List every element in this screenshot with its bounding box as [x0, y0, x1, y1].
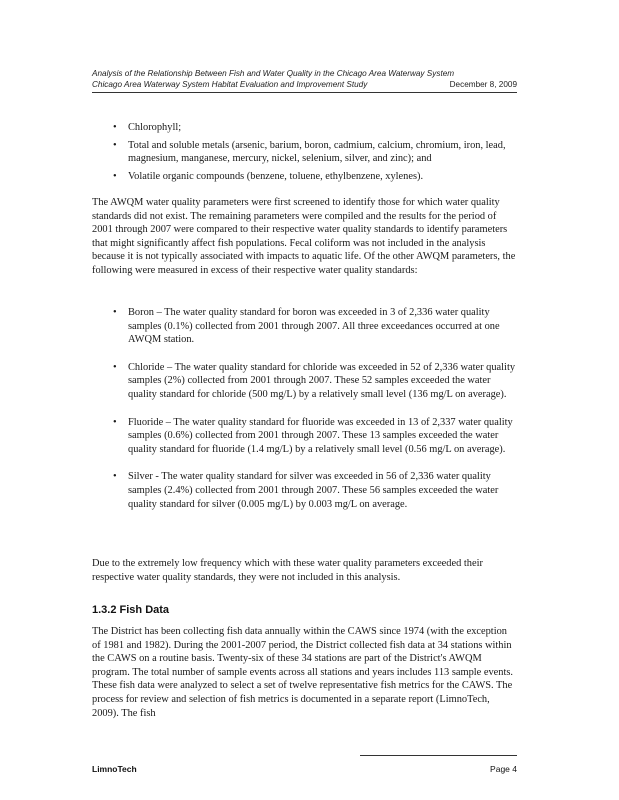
list-item	[92, 170, 517, 184]
screening-paragraph: The AWQM water quality parameters were first screened to identify those for which water quality standards did not exist. The remaining parameters were compiled and the results for the period of 2001 through 2007 were compared to their respective water quality standards to identify parameters that might significantly affect fish populations. Fecal coliform was not included in the analysis because it is not typically associated with impacts to aquatic life. Of the other AWQM parameters, the following were measured in excess of their respective water quality standards:	[92, 197, 516, 276]
header-title-text: Analysis of the Relationship Between Fish and Water Quality in the Chicago Area Waterway System	[92, 69, 455, 78]
section-heading: 1.3.2 Fish Data	[92, 604, 170, 616]
bullet-icon: •	[113, 122, 117, 133]
bullet-icon: •	[113, 307, 117, 318]
bullet-icon: •	[113, 361, 117, 373]
bullet-icon: •	[113, 139, 117, 151]
bullet-icon: •	[113, 416, 117, 428]
list-item-text: Silver - The water quality standard for silver was exceeded in 56 of 2,336 water quality samples (2.4%) collected from 2001 through 2007. These 56 samples exceeded the water quality standard for silver (0.005 mg/L) by 0.003 mg/L on average.	[128, 471, 499, 510]
list-item-text: Chloride – The water quality standard for chloride was exceeded in 52 of 2,336 water quality samples (2%) collected from 2001 through 2007. These 52 samples exceeded the water quality standard for chloride (500 mg/L) by a relatively small level (136 mg/L on average).	[128, 361, 516, 400]
header-date: December 8, 2009	[449, 80, 517, 89]
list-item	[92, 361, 517, 402]
footer-divider	[360, 755, 517, 756]
exceedance-bullet-list	[92, 306, 517, 525]
list-item-text: Boron – The water quality standard for boron was exceeded in 3 of 2,336 water quality samples (0.1%) collected from 2001 through 2007. All three exceedances occurred at one AWQM station.	[128, 307, 500, 346]
list-item	[92, 121, 517, 135]
list-item	[92, 416, 517, 457]
list-item-text: Chlorophyll;	[128, 122, 182, 133]
header-subtitle-text: Chicago Area Waterway System Habitat Evaluation and Improvement Study	[92, 80, 368, 89]
list-item	[92, 470, 517, 511]
footer-company: LimnoTech	[92, 764, 137, 774]
fish-data-paragraph: The District has been collecting fish data annually within the CAWS since 1974 (with the exception of 1981 and 1982). During the 2001-2007 period, the District collected fish data at 34 stations within the CAWS on a routine basis. Twenty-six of these 34 stations are part of the District's AWQM program. The total number of sample events across all stations and years includes 113 sample events. These fish data were analyzed to select a set of twelve representative fish metrics for the CAWS. The process for review and selection of fish metrics is documented in a separate report (LimnoTech, 2009). The fish	[92, 626, 513, 719]
list-item	[92, 306, 517, 347]
running-header-title	[92, 69, 517, 78]
conclusion-paragraph: Due to the extremely low frequency which with these water quality parameters exceeded their respective water quality standards, they were not included in this analysis.	[92, 558, 483, 583]
list-item-text: Total and soluble metals (arsenic, barium, boron, cadmium, calcium, chromium, iron, lead, magnesium, manganese, mercury, nickel, selenium, silver, and zinc); and	[128, 139, 506, 165]
list-item-text: Volatile organic compounds (benzene, toluene, ethylbenzene, xylenes).	[128, 170, 424, 182]
list-item	[92, 139, 517, 166]
bullet-icon: •	[113, 471, 117, 483]
parameter-bullet-list	[92, 121, 517, 187]
list-item-text: Fluoride – The water quality standard for fluoride was exceeded in 13 of 2,337 water quality samples (0.6%) collected from 2001 through 2007. These 13 samples exceeded the water quality standard for fluoride (1.4 mg/L) by a relatively small level (0.56 mg/L on average).	[128, 416, 513, 455]
running-header-subtitle	[92, 80, 517, 89]
page-number: Page 4	[490, 764, 517, 774]
bullet-icon: •	[113, 170, 117, 182]
header-divider	[92, 92, 517, 93]
